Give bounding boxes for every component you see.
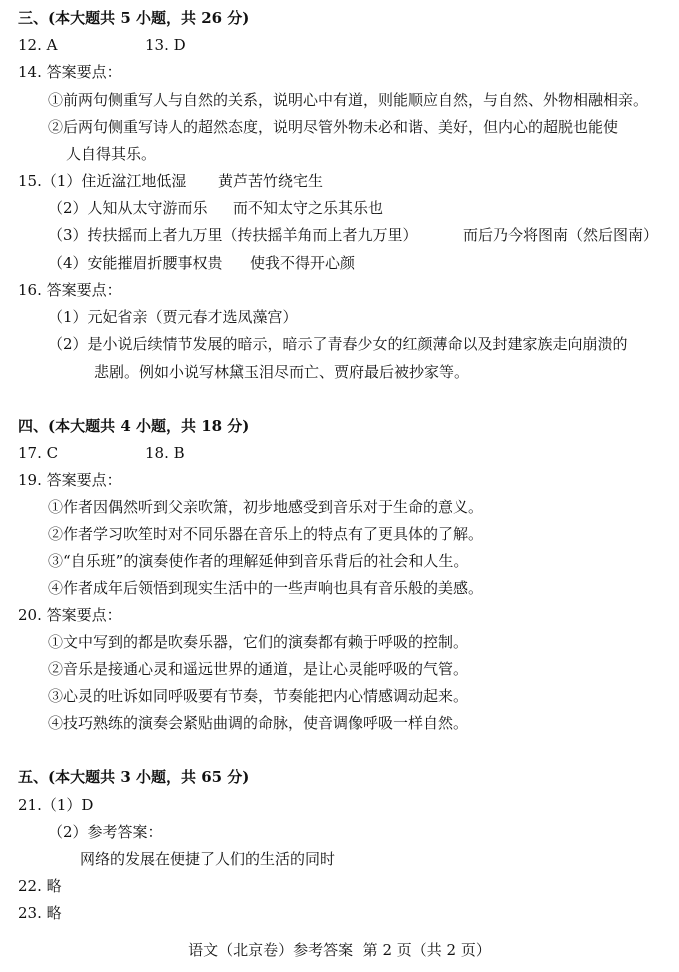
q20-point-1: ①文中写到的都是吹奏乐器，它们的演奏都有赖于呼吸的控制。 — [48, 633, 469, 651]
answer-21-2-text: 网络的发展在便捷了人们的生活的同时 — [80, 850, 336, 868]
q19-point-4: ④作者成年后领悟到现实生活中的一些声响也具有音乐般的美感。 — [48, 579, 484, 597]
q19-point-2: ②作者学习吹笙时对不同乐器在音乐上的特点有了更具体的了解。 — [48, 525, 484, 543]
q15-3-first: （3）抟扶摇而上者九万里（抟扶摇羊角而上者九万里） — [48, 226, 418, 244]
page-footer: 语文（北京卷）参考答案 第 2 页（共 2 页） — [188, 941, 491, 959]
answer-21-2-label: （2）参考答案： — [48, 823, 163, 841]
q14-label: 14. 答案要点： — [18, 63, 122, 81]
q16-2-cont: 悲剧。例如小说写林黛玉泪尽而亡、贾府最后被抄家等。 — [94, 363, 470, 381]
q15-3-second: 而后乃今将图南（然后图南） — [463, 226, 659, 244]
answer-18: 18. B — [145, 444, 185, 462]
q19-point-1: ①作者因偶然听到父亲吹箫，初步地感受到音乐对于生命的意义。 — [48, 498, 484, 516]
q14-point-2: ②后两句侧重写诗人的超然态度，说明尽管外物未必和谐、美好，但内心的超脱也能使 — [48, 118, 619, 136]
answer-12: 12. A — [18, 36, 58, 54]
q20-point-4: ④技巧熟练的演奏会紧贴曲调的命脉，使音调像呼吸一样自然。 — [48, 714, 469, 732]
q16-label: 16. 答案要点： — [18, 281, 122, 299]
q19-label: 19. 答案要点： — [18, 471, 122, 489]
answer-17: 17. C — [18, 444, 59, 462]
q20-point-3: ③心灵的吐诉如同呼吸要有节奏，节奏能把内心情感调动起来。 — [48, 687, 469, 705]
section-3-heading: 三、(本大题共 5 小题，共 26 分) — [18, 9, 250, 27]
section-5-heading: 五、(本大题共 3 小题，共 65 分) — [18, 768, 250, 786]
answer-23: 23. 略 — [18, 904, 62, 922]
q15-2-first: （2）人知从太守游而乐 — [48, 199, 208, 217]
section-4-heading: 四、(本大题共 4 小题，共 18 分) — [18, 417, 250, 435]
q20-point-2: ②音乐是接通心灵和遥远世界的通道，是让心灵能呼吸的气管。 — [48, 660, 469, 678]
q14-point-2-cont: 人自得其乐。 — [66, 145, 157, 163]
q15-4-second: 使我不得开心颜 — [250, 254, 356, 272]
q16-2: （2）是小说后续情节发展的暗示，暗示了青春少女的红颜薄命以及封建家族走向崩溃的 — [48, 335, 628, 353]
q15-4-first: （4）安能摧眉折腰事权贵 — [48, 254, 223, 272]
q16-1: （1）元妃省亲（贾元春才选凤藻宫） — [48, 308, 298, 326]
answer-22: 22. 略 — [18, 877, 62, 895]
answer-21-1: 21.（1）D — [18, 796, 94, 814]
q15-1-second: 黄芦苦竹绕宅生 — [218, 172, 324, 190]
q14-point-1: ①前两句侧重写人与自然的关系，说明心中有道，则能顺应自然，与自然、外物相融相亲。 — [48, 91, 649, 109]
answer-13: 13. D — [145, 36, 186, 54]
q19-point-3: ③“自乐班”的演奏使作者的理解延伸到音乐背后的社会和人生。 — [48, 552, 469, 570]
q15-2-second: 而不知太守之乐其乐也 — [233, 199, 384, 217]
q15-1-first: 15.（1）住近湓江地低湿 — [18, 172, 187, 190]
q20-label: 20. 答案要点： — [18, 606, 122, 624]
